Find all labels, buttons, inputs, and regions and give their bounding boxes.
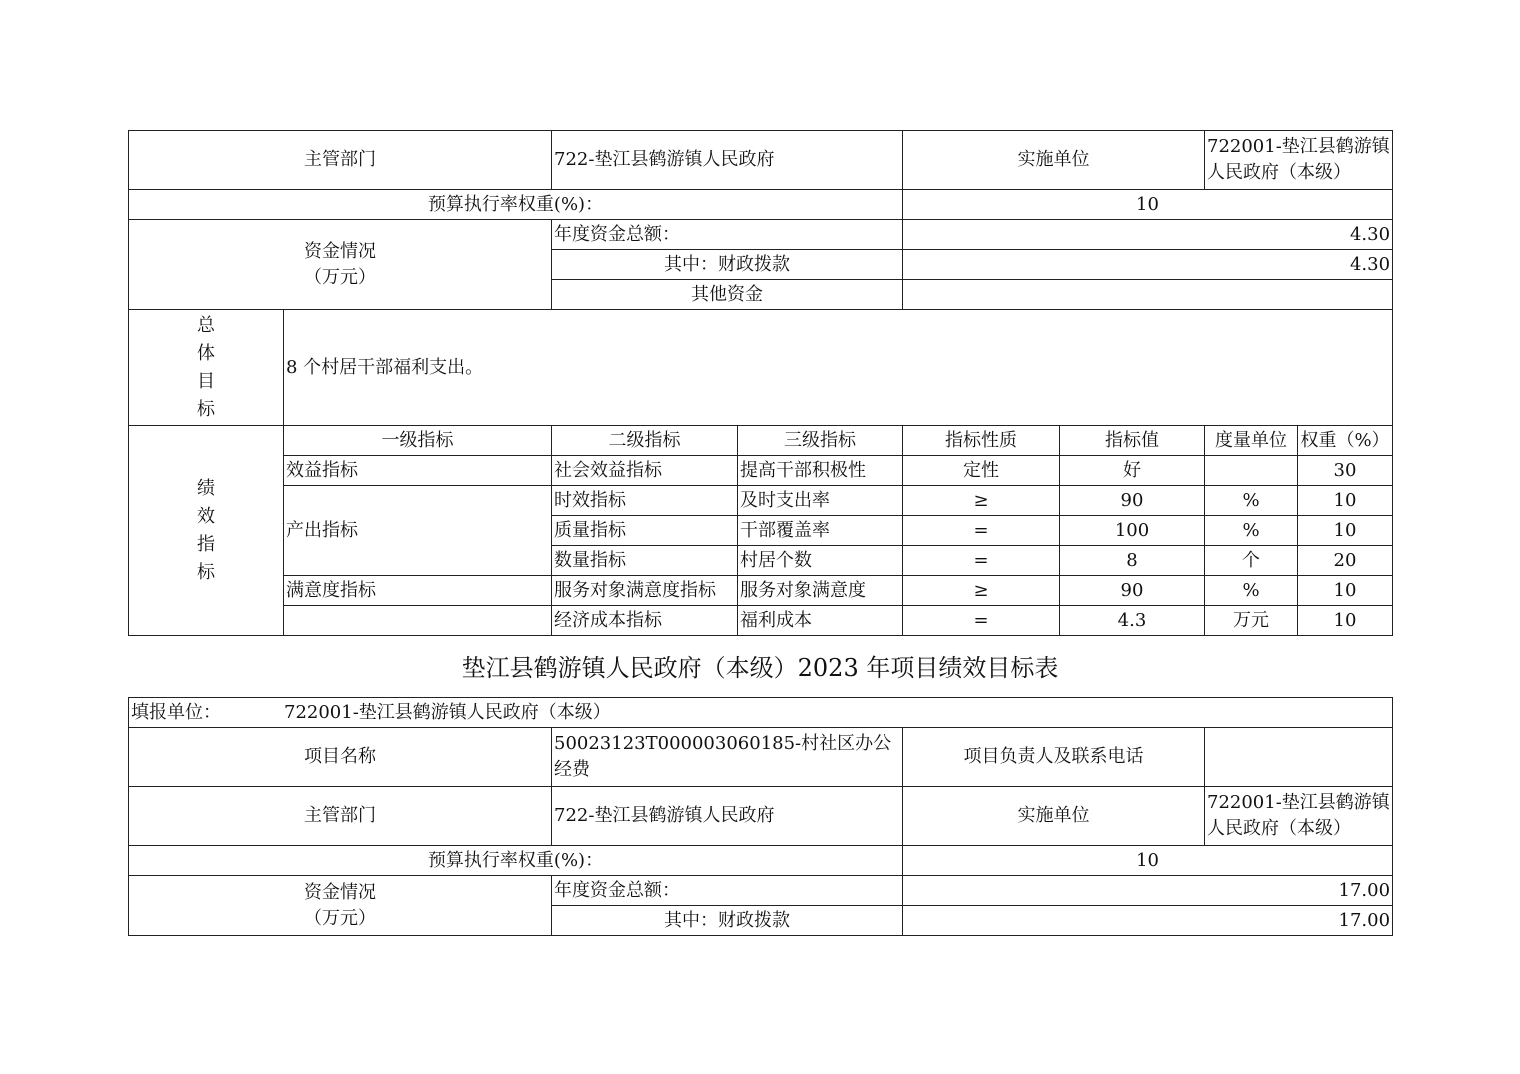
impl-value: 722001-垫江县鹤游镇人民政府（本级） [1205, 131, 1393, 190]
fiscal-value: 4.30 [903, 250, 1393, 280]
annual-total-label: 年度资金总额： [552, 220, 903, 250]
impl-label: 实施单位 [903, 131, 1205, 190]
impl-value: 722001-垫江县鹤游镇人民政府（本级） [1205, 787, 1393, 846]
header-level1: 一级指标 [284, 426, 552, 456]
budget-weight-value: 10 [903, 190, 1393, 220]
unit-cell: 万元 [1205, 606, 1298, 636]
reporter-label: 填报单位： [131, 701, 221, 723]
goal-label-char: 体 [197, 342, 215, 364]
level1-cell: 效益指标 [284, 456, 552, 486]
weight-cell: 10 [1298, 606, 1393, 636]
nature-cell: = [903, 516, 1060, 546]
level2-cell: 经济成本指标 [552, 606, 738, 636]
unit-cell: 个 [1205, 546, 1298, 576]
value-cell: 4.3 [1060, 606, 1205, 636]
funds-label [129, 876, 552, 936]
budget-weight-label: 预算执行率权重(%)： [129, 846, 903, 876]
impl-label: 实施单位 [903, 787, 1205, 846]
level3-cell: 福利成本 [738, 606, 903, 636]
header-unit: 度量单位 [1205, 426, 1298, 456]
perf-label-char: 标 [197, 561, 215, 583]
level2-cell: 数量指标 [552, 546, 738, 576]
unit-cell: % [1205, 576, 1298, 606]
fiscal-label: 其中：财政拨款 [552, 250, 903, 280]
value-cell: 90 [1060, 576, 1205, 606]
performance-table-2 [128, 697, 1393, 936]
document-title: 垫江县鹤游镇人民政府（本级）2023 年项目绩效目标表 [461, 654, 1059, 682]
other-funds-label: 其他资金 [552, 280, 903, 310]
contact-value [1205, 728, 1393, 787]
funds-label-line2: （万元） [304, 907, 376, 929]
weight-cell: 20 [1298, 546, 1393, 576]
value-cell: 8 [1060, 546, 1205, 576]
weight-cell: 10 [1298, 516, 1393, 546]
weight-cell: 10 [1298, 486, 1393, 516]
fiscal-label: 其中：财政拨款 [552, 906, 903, 936]
table-row [129, 486, 1393, 516]
table-row [129, 576, 1393, 606]
level3-cell: 服务对象满意度 [738, 576, 903, 606]
weight-cell: 10 [1298, 576, 1393, 606]
unit-cell [1205, 456, 1298, 486]
header-nature: 指标性质 [903, 426, 1060, 456]
overall-goal-label [129, 310, 284, 426]
level3-cell: 提高干部积极性 [738, 456, 903, 486]
performance-indicator-label [129, 426, 284, 636]
budget-weight-label: 预算执行率权重(%)： [129, 190, 903, 220]
level1-cell: 满意度指标 [284, 576, 552, 606]
reporter-row [129, 698, 1393, 728]
level3-cell: 干部覆盖率 [738, 516, 903, 546]
other-funds-value [903, 280, 1393, 310]
budget-weight-value: 10 [903, 846, 1393, 876]
performance-table-1 [128, 130, 1393, 636]
contact-label: 项目负责人及联系电话 [903, 728, 1205, 787]
goal-label-char: 总 [197, 314, 215, 336]
level2-cell: 时效指标 [552, 486, 738, 516]
value-cell: 90 [1060, 486, 1205, 516]
value-cell: 100 [1060, 516, 1205, 546]
level2-cell: 服务对象满意度指标 [552, 576, 738, 606]
overall-goal-text: 8 个村居干部福利支出。 [284, 310, 1393, 426]
value-cell: 好 [1060, 456, 1205, 486]
unit-cell: % [1205, 516, 1298, 546]
project-name-value: 50023123T000003060185-村社区办公经费 [552, 728, 903, 787]
nature-cell: = [903, 546, 1060, 576]
reporter-value: 722001-垫江县鹤游镇人民政府（本级） [284, 701, 611, 723]
dept-label: 主管部门 [129, 787, 552, 846]
level2-cell: 质量指标 [552, 516, 738, 546]
goal-label-char: 目 [197, 370, 215, 392]
nature-cell: = [903, 606, 1060, 636]
funds-label-line1: 资金情况 [304, 881, 376, 903]
level3-cell: 及时支出率 [738, 486, 903, 516]
dept-value: 722-垫江县鹤游镇人民政府 [552, 131, 903, 190]
table-row [129, 606, 1393, 636]
dept-value: 722-垫江县鹤游镇人民政府 [552, 787, 903, 846]
perf-label-char: 效 [197, 505, 215, 527]
goal-label-char: 标 [197, 398, 215, 420]
table-row [129, 456, 1393, 486]
nature-cell: ≥ [903, 576, 1060, 606]
unit-cell: % [1205, 486, 1298, 516]
level2-cell: 社会效益指标 [552, 456, 738, 486]
annual-total-value: 4.30 [903, 220, 1393, 250]
perf-label-char: 绩 [197, 477, 215, 499]
perf-label-char: 指 [197, 533, 215, 555]
nature-cell: ≥ [903, 486, 1060, 516]
funds-label-line1: 资金情况 [304, 240, 376, 262]
level1-cell: 产出指标 [284, 486, 552, 576]
weight-cell: 30 [1298, 456, 1393, 486]
header-level2: 二级指标 [552, 426, 738, 456]
header-weight: 权重（%） [1298, 426, 1393, 456]
project-name-label: 项目名称 [129, 728, 552, 787]
nature-cell: 定性 [903, 456, 1060, 486]
funds-label-line2: （万元） [304, 266, 376, 288]
annual-total-label: 年度资金总额： [552, 876, 903, 906]
dept-label: 主管部门 [129, 131, 552, 190]
annual-total-value: 17.00 [903, 876, 1393, 906]
header-level3: 三级指标 [738, 426, 903, 456]
level1-cell [284, 606, 552, 636]
funds-label [129, 220, 552, 310]
level3-cell: 村居个数 [738, 546, 903, 576]
header-value: 指标值 [1060, 426, 1205, 456]
fiscal-value: 17.00 [903, 906, 1393, 936]
